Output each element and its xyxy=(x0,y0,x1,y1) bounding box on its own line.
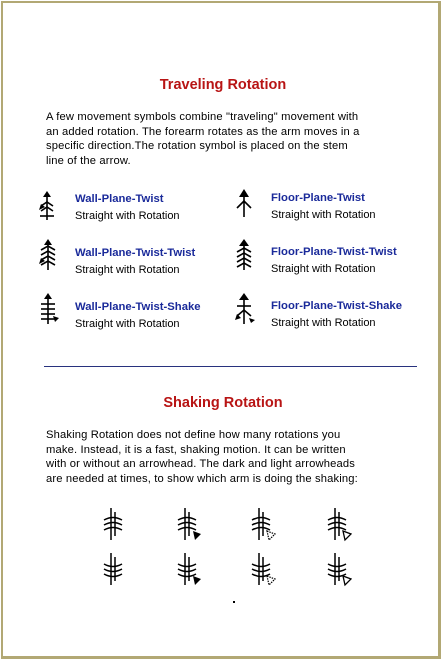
item-sub-wall-plane-twist-twist: Straight with Rotation xyxy=(75,264,180,276)
traveling-rotation-paragraph xyxy=(46,110,406,168)
shake-outline-arrow-down-icon xyxy=(326,551,352,587)
shake-dark-arrow-up-icon xyxy=(176,506,202,542)
paragraph-line: with or without an arrowhead. The dark and light arrowheads xyxy=(46,458,356,470)
section-title-shaking-rotation: Shaking Rotation xyxy=(163,395,283,411)
item-name-floor-plane-twist: Floor-Plane-Twist xyxy=(271,192,365,204)
paragraph-line: Shaking Rotation does not define how many rotations you xyxy=(46,429,341,441)
shake-light-arrow-down-icon xyxy=(250,551,276,587)
floor-plane-twist-twist-icon xyxy=(234,238,258,272)
item-sub-wall-plane-twist: Straight with Rotation xyxy=(75,210,180,222)
item-name-floor-plane-twist-twist: Floor-Plane-Twist-Twist xyxy=(271,246,397,258)
shake-plain-down-icon xyxy=(102,551,126,587)
paragraph-line: A few movement symbols combine "traveling" movement with xyxy=(46,111,359,123)
paragraph-line: line of the arrow. xyxy=(46,154,131,167)
paragraph-line: specific direction.The rotation symbol is placed on the stem xyxy=(46,140,348,152)
wall-plane-twist-twist-icon xyxy=(38,238,62,272)
item-name-wall-plane-twist-twist: Wall-Plane-Twist-Twist xyxy=(75,247,196,259)
paragraph-line: are needed at times, to show which arm is doing the shaking: xyxy=(46,472,358,485)
item-sub-floor-plane-twist: Straight with Rotation xyxy=(271,209,376,221)
shaking-rotation-paragraph xyxy=(46,428,406,486)
shake-outline-arrow-up-icon xyxy=(326,506,352,542)
floor-plane-twist-shake-icon xyxy=(234,292,258,326)
section-divider xyxy=(44,366,417,367)
item-sub-wall-plane-twist-shake: Straight with Rotation xyxy=(75,318,180,330)
item-name-floor-plane-twist-shake: Floor-Plane-Twist-Shake xyxy=(271,300,402,312)
wall-plane-twist-shake-icon xyxy=(38,292,62,326)
page-frame xyxy=(1,1,441,659)
item-name-wall-plane-twist-shake: Wall-Plane-Twist-Shake xyxy=(75,301,201,313)
shake-plain-up-icon xyxy=(102,506,126,542)
shake-light-arrow-up-icon xyxy=(250,506,276,542)
paragraph-line: an added rotation. The forearm rotates as the arm moves in a xyxy=(46,125,360,138)
item-name-wall-plane-twist: Wall-Plane-Twist xyxy=(75,193,164,205)
wall-plane-twist-icon xyxy=(38,190,62,222)
floor-plane-twist-icon xyxy=(234,188,258,220)
section-title-traveling-rotation: Traveling Rotation xyxy=(159,77,287,93)
shake-dark-arrow-down-icon xyxy=(176,551,202,587)
item-sub-floor-plane-twist-twist: Straight with Rotation xyxy=(271,263,376,275)
stray-dot xyxy=(233,601,235,603)
paragraph-line: make. Instead, it is a fast, shaking motion. It can be written xyxy=(46,443,346,456)
item-sub-floor-plane-twist-shake: Straight with Rotation xyxy=(271,317,376,329)
